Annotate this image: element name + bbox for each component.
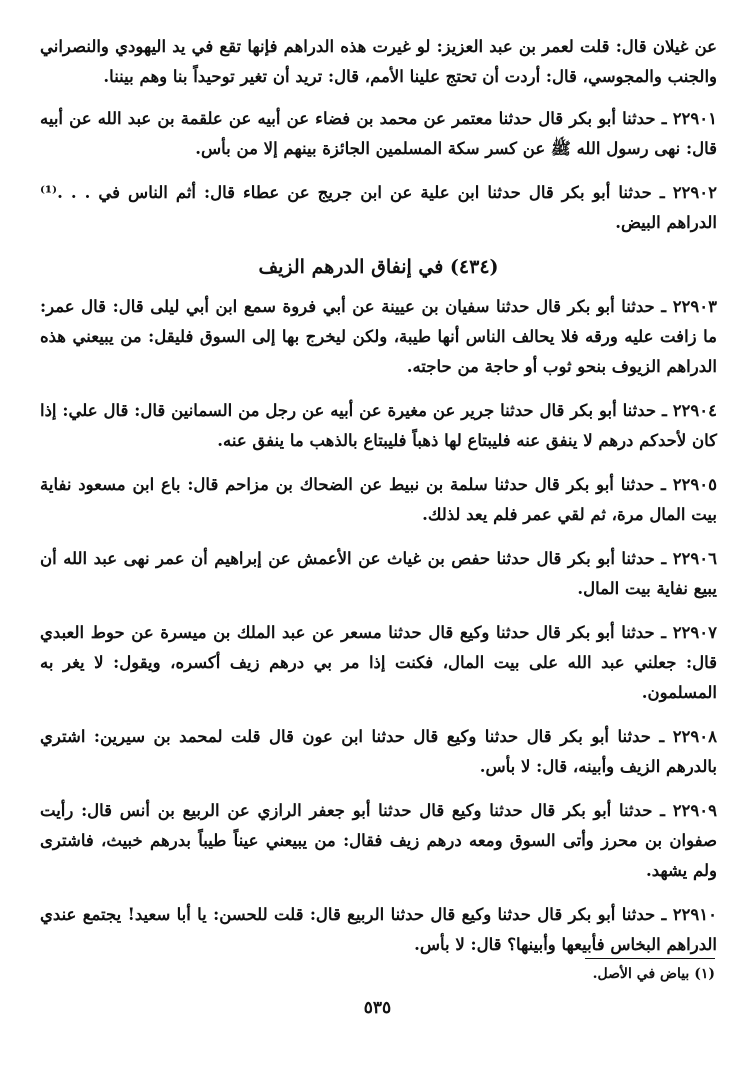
hadith-22905: ٢٢٩٠٥ ـ حدثنا أبو بكر قال حدثنا سلمة بن نبيط عن الضحاك بن مزاحم قال: باع ابن مسعود نفاية بيت المال مرة، ثم لقي عمر فلم يعد لذلك. — [40, 475, 717, 524]
paragraph-intro: عن غيلان قال: قلت لعمر بن عبد العزيز: لو غيرت هذه الدراهم فإنها تقع في يد اليهودي والنصراني والجنب والمجوسي، قال: أردت أن تحتج علينا الأمم، قال: تريد أن تغير توحيداً بنا وهم بيننا. — [40, 37, 717, 86]
hadith-22904: ٢٢٩٠٤ ـ حدثنا أبو بكر قال حدثنا جرير عن مغيرة عن أبيه عن رجل من السمانين قال: قال علي: إذا كان لأحدكم درهم لا ينفق عنه فليبتاع لها ذهباً فليبتاع بالذهب ما ينفق عنه. — [40, 401, 717, 450]
footnote-divider — [585, 958, 715, 959]
hadith-22907: ٢٢٩٠٧ ـ حدثنا أبو بكر قال حدثنا وكيع قال حدثنا مسعر عن عبد الملك بن ميسرة عن حوط العبدي قال: جعلني عبد الله على بيت المال، فكنت إذا مر بي درهم زيف أكسره، ويقول: لا يغر به المسلمون. — [40, 623, 717, 702]
page-number: ٥٣٥ — [363, 998, 392, 1018]
hadith-22910: ٢٢٩١٠ ـ حدثنا أبو بكر قال حدثنا وكيع قال حدثنا الربيع قال: قلت للحسن: يا أبا سعيد! يجتمع عندي الدراهم البخاس فأبيعها وأبينها؟ قال: لا بأس. — [40, 905, 717, 954]
hadith-22906: ٢٢٩٠٦ ـ حدثنا أبو بكر قال حدثنا حفص بن غياث عن الأعمش عن إبراهيم أن عمر نهى عبد الله أن يبيع نفاية بيت المال. — [40, 549, 717, 598]
hadith-22909: ٢٢٩٠٩ ـ حدثنا أبو بكر قال حدثنا وكيع قال حدثنا أبو جعفر الرازي عن الربيع بن أنس قال: رأيت صفوان بن محرز وأتى السوق ومعه درهم زيف فقال: من يبيعني عيناً طيباً بدرهم خبيث، فاشترى ولم يشهد. — [40, 801, 717, 880]
hadith-22902: ٢٢٩٠٢ ـ حدثنا أبو بكر قال حدثنا ابن علية عن ابن جريج عن عطاء قال: أثم الناس في . . .⁽¹⁾ الدراهم البيض. — [40, 183, 717, 232]
hadith-22908: ٢٢٩٠٨ ـ حدثنا أبو بكر قال حدثنا وكيع قال حدثنا ابن عون قال قلت لمحمد بن سيرين: اشتري بالدرهم الزيف وأبينه، قال: لا بأس. — [40, 727, 717, 776]
hadith-22901: ٢٢٩٠١ ـ حدثنا أبو بكر قال حدثنا معتمر عن محمد بن فضاء عن أبيه عن علقمة بن عبد الله عن أبيه قال: نهى رسول الله ﷺ عن كسر سكة المسلمين الجائزة بينهم إلا من بأس. — [40, 109, 717, 158]
footnote: (١) بياض في الأصل. — [592, 966, 715, 982]
chapter-heading: (٤٣٤) في إنفاق الدرهم الزيف — [258, 256, 499, 278]
hadith-22903: ٢٢٩٠٣ ـ حدثنا أبو بكر قال حدثنا سفيان بن عيينة عن أبي فروة سمع ابن أبي ليلى قال: قال عمر: ما زافت عليه ورقه فلا يحالف الناس أنها طيبة، ولكن ليخرج بها إلى السوق فليقل: من يبيعني هذه الدراهم الزيوف بنحو ثوب أو حاجة من حاجته. — [40, 297, 717, 376]
